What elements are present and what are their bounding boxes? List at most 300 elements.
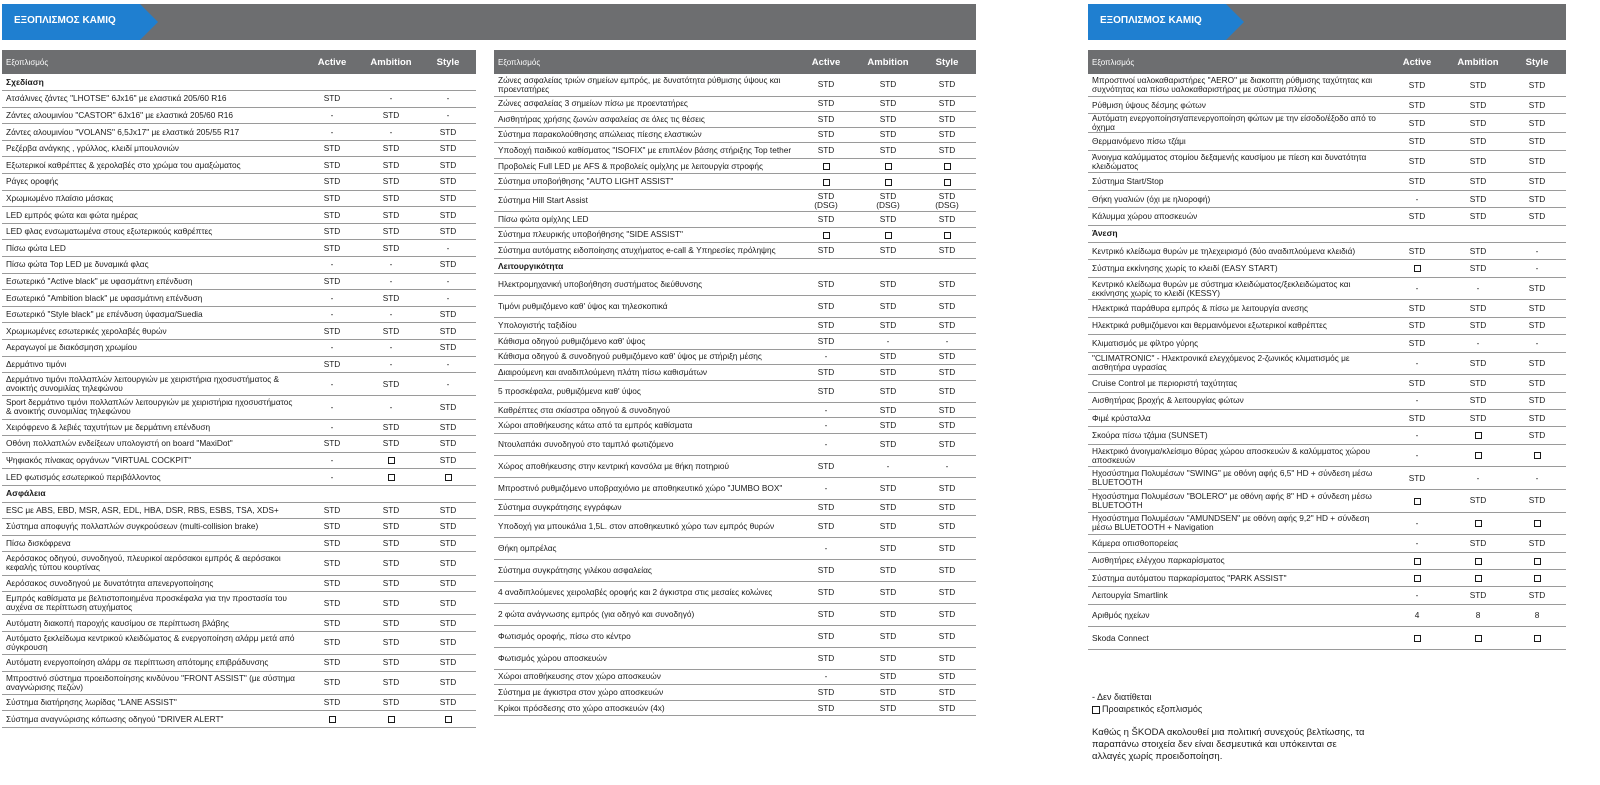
ambition-cell: STD (858, 581, 918, 603)
ambition-cell: - (858, 334, 918, 350)
table-row (1088, 627, 1566, 650)
ambition-cell: STD (362, 519, 420, 536)
ambition-cell (858, 174, 918, 190)
active-cell: STD (302, 174, 362, 191)
table-row (1088, 569, 1566, 586)
ambition-cell: STD (858, 625, 918, 647)
table-row (2, 340, 476, 357)
feature-cell: Κρίκοι πρόσδεσης στο χώρο αποσκευών (4x) (494, 700, 794, 716)
active-cell (1386, 260, 1448, 277)
feature-cell: Ρύθμιση ύψους δέσμης φώτων (1088, 97, 1386, 114)
active-cell: STD (302, 671, 362, 694)
col-style: Style (918, 50, 976, 74)
table-row (494, 418, 976, 434)
ambition-cell: STD (362, 694, 420, 711)
col-active: Active (302, 50, 362, 74)
active-cell: STD (794, 127, 858, 143)
feature-cell: Τιμόνι ρυθμιζόμενο καθ' ύψος και τηλεσκοπικά (494, 296, 794, 318)
ambition-cell: STD (858, 500, 918, 516)
table-row (2, 190, 476, 207)
optional-box-icon (885, 179, 892, 186)
ambition-cell: STD (362, 502, 420, 519)
col-feature: Εξοπλισμός (2, 50, 302, 74)
feature-cell: Δερμάτινο τιμόνι (2, 356, 302, 373)
optional-box-icon (1414, 635, 1421, 642)
table-row (494, 74, 976, 96)
feature-cell: Αυτόματη ενεργοποίηση/απενεργοποίηση φώτων με την είσοδο/έξοδο από το όχημα (1088, 114, 1386, 133)
feature-cell: Σύστημα Start/Stop (1088, 173, 1386, 190)
active-cell: - (302, 340, 362, 357)
table-row (1088, 512, 1566, 535)
ambition-cell: STD (1448, 409, 1508, 426)
feature-cell: Μπροστινό ρυθμιζόμενο υποβραχιόνιο με αποθηκευτικό χώρο "JUMBO BOX" (494, 478, 794, 500)
style-cell (1508, 627, 1566, 650)
table-row (1088, 489, 1566, 512)
header-banner-left (2, 4, 976, 40)
ambition-cell: STD (362, 671, 420, 694)
style-cell: STD (918, 296, 976, 318)
table-row (2, 396, 476, 419)
ambition-cell (1448, 512, 1508, 535)
active-cell: - (1386, 277, 1448, 300)
ambition-cell: - (362, 340, 420, 357)
active-cell: STD (1386, 335, 1448, 352)
optional-box-icon (944, 179, 951, 186)
ambition-cell: STD (362, 323, 420, 340)
ambition-cell: STD (362, 631, 420, 654)
style-cell (1508, 552, 1566, 569)
style-cell: STD (918, 500, 976, 516)
optional-box-icon (1414, 558, 1421, 565)
style-cell: STD (918, 685, 976, 701)
table-row (2, 223, 476, 240)
active-cell: STD (1386, 300, 1448, 317)
feature-cell: Ντουλαπάκι συνοδηγού στο ταμπλό φωτιζόμενο (494, 434, 794, 456)
style-cell: STD (420, 157, 476, 174)
style-cell: STD (918, 434, 976, 456)
table-row (2, 207, 476, 224)
section-title: Σχεδίαση (2, 74, 476, 91)
feature-cell: Σύστημα με άγκιστρα στον χώρο αποσκευών (494, 685, 794, 701)
table-row (2, 502, 476, 519)
optional-box-icon (329, 716, 336, 723)
table-row (494, 212, 976, 228)
style-cell: - (420, 240, 476, 257)
feature-cell: Μπροστινοί υαλοκαθαριστήρες "AERO" με διακοπτη ρύθμισης ταχύτητας και συχνότητας και πίσω υαλοκαθαριστήρας με σύστημα πλύσης (1088, 74, 1386, 97)
table-row (1088, 392, 1566, 409)
optional-box-icon (823, 163, 830, 170)
ambition-cell (362, 711, 420, 728)
active-cell: STD (302, 436, 362, 453)
feature-cell: Εσωτερικό "Active black" με υφασμάτινη επένδυση (2, 273, 302, 290)
ambition-cell: STD (1448, 133, 1508, 150)
feature-cell: Κάθισμα οδηγού ρυθμιζόμενο καθ' ύψος (494, 334, 794, 350)
table-row (494, 500, 976, 516)
optional-box-icon (1534, 520, 1541, 527)
style-cell (1508, 569, 1566, 586)
feature-cell: Σύστημα πλευρικής υποβοήθησης "SIDE ASSIST" (494, 227, 794, 243)
table-row (2, 157, 476, 174)
style-cell: STD (918, 380, 976, 402)
feature-cell: Υποδοχή παιδικού καθίσματος "ISOFIX" με επιπλέον βάσης στήριξης Top tether (494, 143, 794, 159)
active-cell: STD (794, 500, 858, 516)
optional-box-icon (1475, 558, 1482, 565)
table-row (1088, 114, 1566, 133)
feature-cell: Ηλεκτρικό άνοιγμα/κλείσιμο θύρας χώρου αποσκευών & καλύμματος χώρου αποσκευών (1088, 444, 1386, 467)
active-cell: STD (794, 212, 858, 228)
style-cell: STD (420, 436, 476, 453)
table-row (494, 127, 976, 143)
table-row (2, 356, 476, 373)
ambition-cell: STD (858, 74, 918, 96)
feature-cell: Σύστημα αποφυγής πολλαπλών συγκρούσεων (multi-collision brake) (2, 519, 302, 536)
ambition-cell: STD (362, 140, 420, 157)
style-cell: STD (1508, 587, 1566, 604)
ambition-cell: STD (362, 436, 420, 453)
active-cell: STD (794, 365, 858, 381)
col-style: Style (420, 50, 476, 74)
table-row (494, 537, 976, 559)
style-cell: STD (420, 207, 476, 224)
feature-cell: Εσωτερικό "Ambition black" με υφασμάτινη επένδυση (2, 290, 302, 307)
section-title: Λειτουργικότητα (494, 258, 976, 274)
active-cell: - (1386, 535, 1448, 552)
optional-box-icon (1475, 520, 1482, 527)
section-title: Άνεση (1088, 225, 1566, 242)
active-cell: STD (794, 380, 858, 402)
style-cell: STD (918, 559, 976, 581)
ambition-cell: STD (858, 243, 918, 259)
ambition-cell: STD (858, 112, 918, 128)
active-cell: - (1386, 587, 1448, 604)
section-row (1088, 225, 1566, 242)
style-cell: STD (1508, 317, 1566, 334)
feature-cell: "CLIMATRONIC" - Ηλεκτρονικά ελεγχόμενος 2-ζωνικός κλιματισμός με αισθητήρα υγρασίας (1088, 352, 1386, 375)
style-cell (918, 158, 976, 174)
ambition-cell: STD (362, 190, 420, 207)
table-row (494, 515, 976, 537)
feature-cell: Άνοιγμα καλύμματος στομίου δεξαμενής καυσίμου με πίεση και δυνατότητα κλειδώματος (1088, 150, 1386, 173)
active-cell: STD (794, 559, 858, 581)
active-cell (794, 227, 858, 243)
feature-cell: Εξωτερικοί καθρέπτες & χερολαβές στο χρώμα του αμαξώματος (2, 157, 302, 174)
legend-optional: Προαιρετικός εξοπλισμός (1102, 704, 1203, 714)
feature-cell: Αισθητήρας βροχής & λειτουργίας φώτων (1088, 392, 1386, 409)
feature-cell: Σύστημα αυτόματου παρκαρίσματος "PARK ASSIST" (1088, 569, 1386, 586)
style-cell: STD (918, 478, 976, 500)
feature-cell: 5 προσκέφαλα, ρυθμιζόμενα καθ' ύψος (494, 380, 794, 402)
style-cell: STD (1508, 173, 1566, 190)
feature-cell: 4 αναδιπλούμενες χειρολαβές οροφής και 2 άγκιστρα στις μεσαίες κολώνες (494, 581, 794, 603)
table-header (2, 50, 476, 74)
table-row (1088, 208, 1566, 225)
active-cell: - (794, 349, 858, 365)
style-cell: STD (1508, 427, 1566, 444)
feature-cell: Χρωμιωμένες εσωτερικές χερολαβές θυρών (2, 323, 302, 340)
active-cell: STD (302, 615, 362, 632)
table-row (494, 380, 976, 402)
optional-box-icon (388, 457, 395, 464)
active-cell: STD (1386, 243, 1448, 260)
table-row (2, 240, 476, 257)
optional-box-icon (885, 232, 892, 239)
table-header (494, 50, 976, 74)
ambition-cell: STD (1448, 114, 1508, 133)
active-cell: STD (302, 631, 362, 654)
feature-cell: Cruise Control με περιοριστή ταχύτητας (1088, 375, 1386, 392)
style-cell: STD (420, 694, 476, 711)
active-cell: - (1386, 190, 1448, 207)
ambition-cell: STD (362, 575, 420, 592)
feature-cell: Αισθητήρας χρήσης ζωνών ασφαλείας σε όλες τις θέσεις (494, 112, 794, 128)
legend-not-available: - Δεν διατίθεται (1092, 692, 1152, 702)
table-row (494, 625, 976, 647)
table-row (1088, 300, 1566, 317)
col-feature: Εξοπλισμός (1088, 50, 1386, 74)
active-cell: STD (1386, 208, 1448, 225)
feature-cell: Κάθισμα οδηγού & συνοδηγού ρυθμιζόμενο καθ' ύψος με στήριξη μέσης (494, 349, 794, 365)
table-row (494, 581, 976, 603)
table-row (1088, 552, 1566, 569)
feature-cell: Ηχοσύστημα Πολυμέσων "BOLERO" με οθόνη αφής 8" HD + σύνδεση μέσω BLUETOOTH (1088, 489, 1386, 512)
feature-cell: Αυτόματο ξεκλείδωμα κεντρικού κλειδώματος & ενεργοποίηση αλάρμ μετά από σύγκρουση (2, 631, 302, 654)
feature-cell: Αυτόματη διακοπή παροχής καυσίμου σε περίπτωση βλάβης (2, 615, 302, 632)
table-row (1088, 317, 1566, 334)
feature-cell: Σύστημα εκκίνησης χωρίς το κλειδί (EASY START) (1088, 260, 1386, 277)
table-row (2, 306, 476, 323)
style-cell: STD (420, 124, 476, 141)
feature-cell: Ηχοσύστημα Πολυμέσων "AMUNDSEN" με οθόνη αφής 9,2" HD + σύνδεση μέσω BLUETOOTH + Navigation (1088, 512, 1386, 535)
active-cell: STD (794, 96, 858, 112)
feature-cell: Σύστημα διατήρησης λωρίδας "LANE ASSIST" (2, 694, 302, 711)
ambition-cell (1448, 444, 1508, 467)
ambition-cell: STD (362, 655, 420, 672)
feature-cell: Καθρέπτες στα σκίαστρα οδηγού & συνοδηγού (494, 402, 794, 418)
active-cell: - (794, 434, 858, 456)
ambition-cell (1448, 627, 1508, 650)
style-cell: - (1508, 467, 1566, 490)
table-row (1088, 352, 1566, 375)
feature-cell: Αισθητήρες ελέγχου παρκαρίσματος (1088, 552, 1386, 569)
active-cell: STD (302, 535, 362, 552)
equipment-table-2 (494, 50, 976, 716)
feature-cell: Μπροστινό σύστημα προειδοποίησης κινδύνου "FRONT ASSIST" (με σύστημα αναγνώρισης πεζών) (2, 671, 302, 694)
col-ambition: Ambition (362, 50, 420, 74)
style-cell: STD (918, 112, 976, 128)
active-cell: - (794, 537, 858, 559)
optional-box-icon (1475, 452, 1482, 459)
ambition-cell: STD (858, 685, 918, 701)
ambition-cell: STD (362, 107, 420, 124)
style-cell: STD (1508, 114, 1566, 133)
style-cell: STD (420, 306, 476, 323)
ambition-cell: STD (858, 318, 918, 334)
active-cell: STD (302, 223, 362, 240)
optional-box-icon (1414, 498, 1421, 505)
style-cell: STD (420, 223, 476, 240)
table-row (494, 112, 976, 128)
feature-cell: Ηλεκτρομηχανική υποβοήθηση συστήματος διεύθυνσης (494, 274, 794, 296)
active-cell: STD (302, 273, 362, 290)
style-cell: STD (918, 74, 976, 96)
style-cell: STD (420, 502, 476, 519)
ambition-cell: - (362, 273, 420, 290)
ambition-cell: STD (1448, 352, 1508, 375)
table-row (1088, 409, 1566, 426)
feature-cell: Αεραγωγοί με διακόσμηση χρωμίου (2, 340, 302, 357)
style-cell: - (420, 107, 476, 124)
feature-cell: Αριθμός ηχείων (1088, 604, 1386, 627)
feature-cell: Χώρος αποθήκευσης στην κεντρική κονσόλα με θήκη ποτηριού (494, 456, 794, 478)
active-cell: STD (302, 157, 362, 174)
ambition-cell: STD (362, 223, 420, 240)
table-row (494, 143, 976, 159)
ambition-cell: - (1448, 467, 1508, 490)
optional-box-icon (944, 163, 951, 170)
ambition-cell: - (362, 356, 420, 373)
active-cell (1386, 489, 1448, 512)
ambition-cell: STD (362, 615, 420, 632)
optional-box-icon (388, 716, 395, 723)
optional-box-icon (1475, 635, 1482, 642)
active-cell (794, 174, 858, 190)
style-cell: STD (420, 323, 476, 340)
feature-cell: Πίσω φώτα LED (2, 240, 302, 257)
table-row (2, 107, 476, 124)
ambition-cell: STD (362, 290, 420, 307)
active-cell: STD (302, 190, 362, 207)
style-cell: STD (1508, 208, 1566, 225)
feature-cell: Σύστημα αυτόματης ειδοποίησης ατυχήματος e-call & Υπηρεσίες πρόληψης (494, 243, 794, 259)
section-row (2, 485, 476, 502)
ambition-cell: STD (1448, 587, 1508, 604)
active-cell: - (794, 402, 858, 418)
ambition-cell: STD (858, 274, 918, 296)
active-cell: STD (1386, 133, 1448, 150)
table-row (2, 174, 476, 191)
ambition-cell (858, 158, 918, 174)
active-cell: - (1386, 512, 1448, 535)
style-cell: - (420, 356, 476, 373)
table-row (2, 671, 476, 694)
feature-cell: Εσωτερικό "Style black" με επένδυση ύφασμα/Suedia (2, 306, 302, 323)
optional-box-icon (445, 474, 452, 481)
ambition-cell: STD (1448, 150, 1508, 173)
optional-box-icon (445, 716, 452, 723)
active-cell: STD (302, 552, 362, 575)
active-cell: - (302, 396, 362, 419)
active-cell: STD (302, 356, 362, 373)
table-row (494, 647, 976, 669)
table-row (1088, 535, 1566, 552)
table-row (1088, 335, 1566, 352)
legend-optional-row (1092, 703, 1202, 715)
feature-cell: Ψηφιακός πίνακας οργάνων "VIRTUAL COCKPIT" (2, 452, 302, 469)
active-cell: STD (794, 296, 858, 318)
ambition-cell: STD (DSG) (858, 190, 918, 212)
active-cell: STD (794, 581, 858, 603)
style-cell (918, 227, 976, 243)
active-cell: STD (794, 243, 858, 259)
active-cell: STD (1386, 467, 1448, 490)
style-cell: STD (420, 519, 476, 536)
feature-cell: Υπολογιστής ταξιδίου (494, 318, 794, 334)
feature-cell: Πίσω φώτα Top LED με δυναμικά φλας (2, 257, 302, 274)
section-row (2, 74, 476, 91)
style-cell: STD (918, 603, 976, 625)
feature-cell: Ζώνες ασφαλείας 3 σημείων πίσω με προεντατήρες (494, 96, 794, 112)
feature-cell: Προβολείς Full LED με AFS & προβολείς ομίχλης με λειτουργία στροφής (494, 158, 794, 174)
table-row (2, 592, 476, 615)
feature-cell: Σύστημα συγκράτησης εγγράφων (494, 500, 794, 516)
table-row (1088, 190, 1566, 207)
active-cell: STD (794, 647, 858, 669)
ambition-cell: STD (362, 419, 420, 436)
active-cell: STD (794, 603, 858, 625)
table-row (494, 274, 976, 296)
active-cell: - (302, 373, 362, 396)
feature-cell: Αερόσακος οδηγού, συνοδηγού, πλευρικοί αερόσακοι εμπρός & αερόσακοι κεφαλής τύπου κουρτίνας (2, 552, 302, 575)
table-row (494, 669, 976, 685)
active-cell: STD (794, 143, 858, 159)
col-style: Style (1508, 50, 1566, 74)
style-cell: STD (DSG) (918, 190, 976, 212)
style-cell: - (1508, 243, 1566, 260)
active-cell: - (794, 418, 858, 434)
feature-cell: Δερμάτινο τιμόνι πολλαπλών λειτουργιών με χειριστήρια ηχοσυστήματος & ανοικτής συνομιλίας τηλεφώνου (2, 373, 302, 396)
table-row (1088, 467, 1566, 490)
ambition-cell: STD (858, 418, 918, 434)
feature-cell: ESC με ABS, EBD, MSR, ASR, EDL, HBA, DSR, RBS, ESBS, TSA, XDS+ (2, 502, 302, 519)
table-row (1088, 604, 1566, 627)
table-row (2, 290, 476, 307)
ambition-cell: STD (858, 349, 918, 365)
style-cell: STD (918, 349, 976, 365)
feature-cell: Σύστημα Hill Start Assist (494, 190, 794, 212)
active-cell: STD (302, 694, 362, 711)
table-row (494, 685, 976, 701)
active-cell: STD (794, 700, 858, 716)
active-cell: STD (302, 240, 362, 257)
style-cell: STD (918, 318, 976, 334)
feature-cell: Ρεζέρβα ανάγκης , γρύλλος, κλειδί μπουλονιών (2, 140, 302, 157)
feature-cell: Σκούρα πίσω τζάμια (SUNSET) (1088, 427, 1386, 444)
optional-box-icon (1092, 706, 1100, 714)
feature-cell: Κεντρικό κλείδωμα θυρών με τηλεχειρισμό (δύο αναδιπλούμενα κλειδιά) (1088, 243, 1386, 260)
table-row (494, 402, 976, 418)
table-header (1088, 50, 1566, 74)
table-row (494, 96, 976, 112)
feature-cell: Θερμαινόμενο πίσω τζάμι (1088, 133, 1386, 150)
feature-cell: Ηχοσύστημα Πολυμέσων "SWING" με οθόνη αφής 6,5" HD + σύνδεση μέσω BLUETOOTH (1088, 467, 1386, 490)
style-cell: STD (1508, 74, 1566, 97)
style-cell: STD (420, 340, 476, 357)
table-row (2, 519, 476, 536)
ambition-cell: STD (858, 296, 918, 318)
ambition-cell: - (362, 306, 420, 323)
active-cell: STD (1386, 97, 1448, 114)
style-cell: STD (420, 140, 476, 157)
ambition-cell: STD (858, 647, 918, 669)
ambition-cell: STD (858, 559, 918, 581)
table-row (494, 227, 976, 243)
table-row (494, 603, 976, 625)
active-cell: STD (302, 655, 362, 672)
table-row (2, 273, 476, 290)
active-cell: STD (1386, 150, 1448, 173)
table-row (2, 91, 476, 108)
style-cell: STD (420, 174, 476, 191)
